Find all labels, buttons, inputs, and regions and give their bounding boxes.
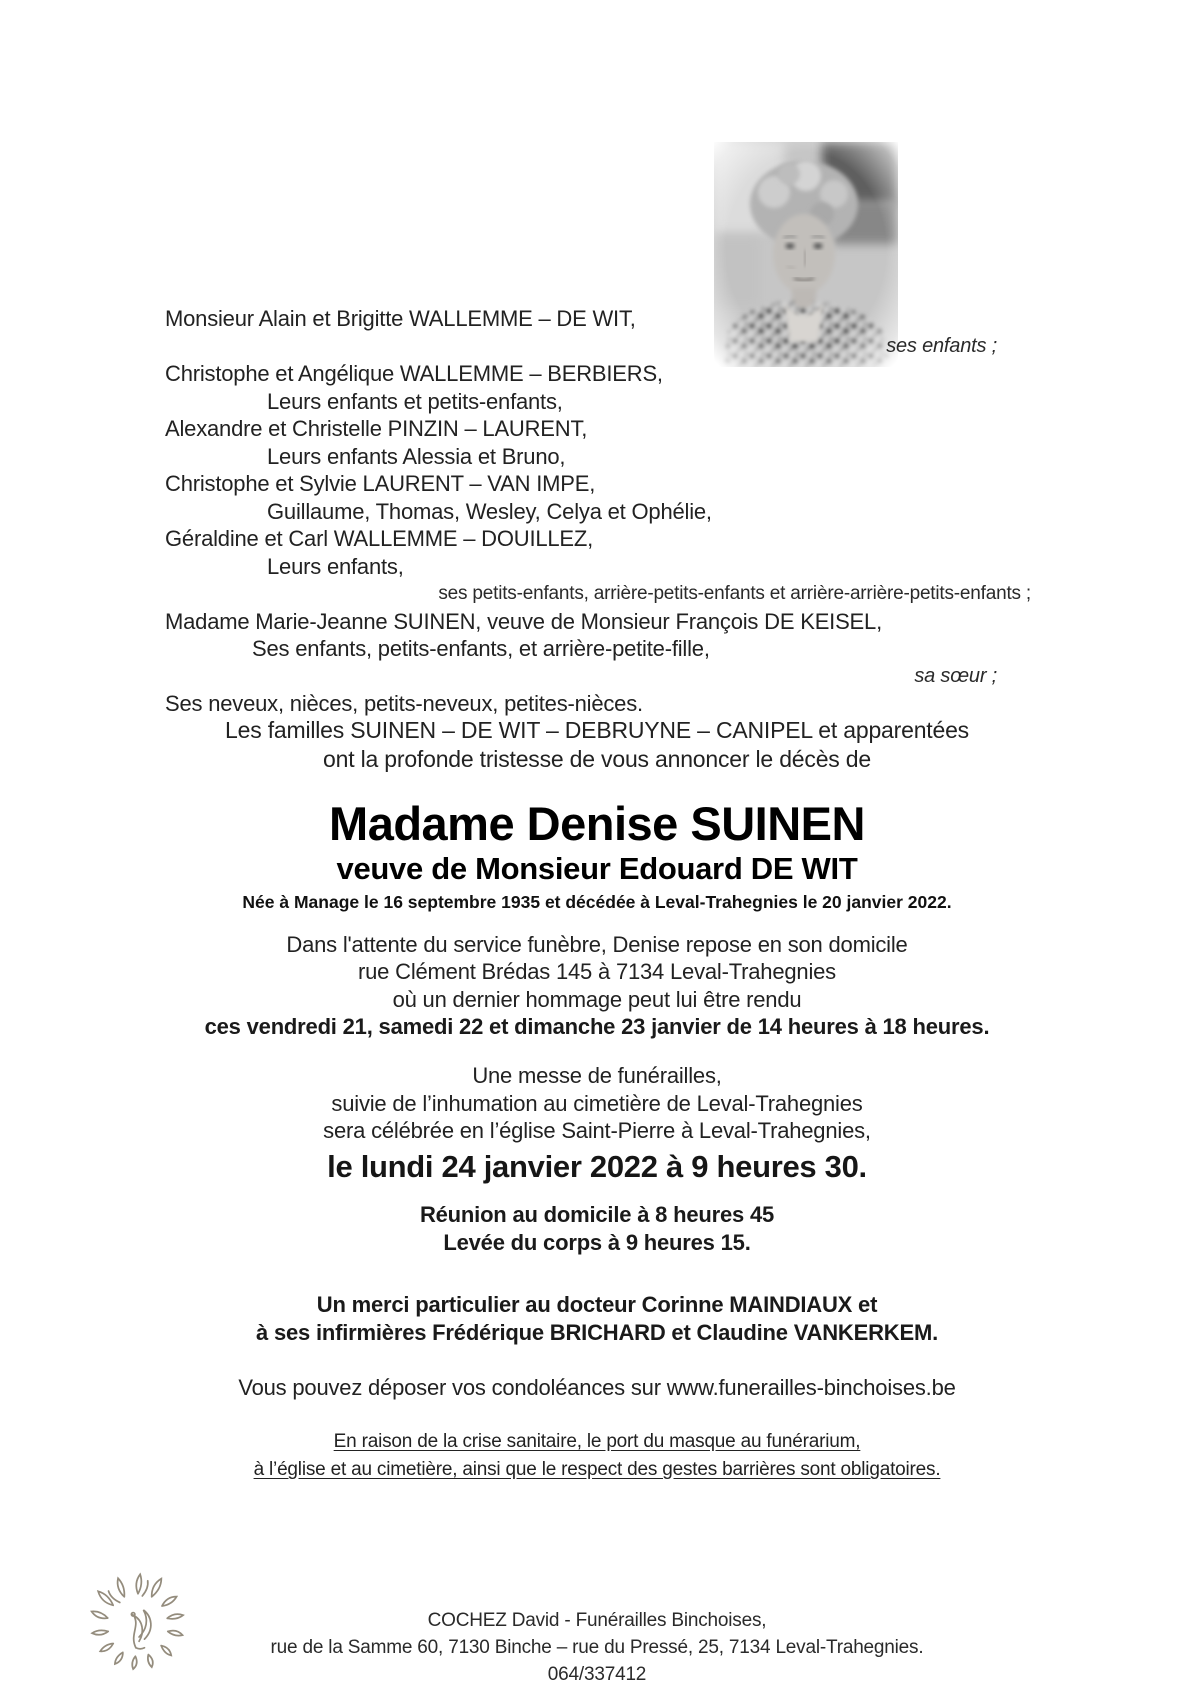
deceased-widow-line: veuve de Monsieur Edouard DE WIT <box>336 851 858 886</box>
announcement-intro <box>0 716 1194 774</box>
service-line: sera célébrée en l’église Saint-Pierre à Leval-Trahegnies, <box>323 1118 871 1143</box>
relative-line: Ses neveux, nièces, petits-neveux, petites-nièces. <box>165 691 643 716</box>
funeral-home-footer <box>0 1607 1194 1686</box>
relative-line: Leurs enfants et petits-enfants, <box>267 388 563 414</box>
service-line: suivie de l’inhumation au cimetière de Leval-Trahegnies <box>331 1090 863 1116</box>
funeral-home-address: rue de la Samme 60, 7130 Binche – rue du Pressé, 25, 7134 Leval-Trahegnies. <box>270 1637 924 1658</box>
meeting-paragraph <box>0 1201 1194 1257</box>
meeting-line: Levée du corps à 9 heures 15. <box>443 1230 751 1255</box>
relative-line: Leurs enfants, <box>267 553 404 579</box>
covid-notice-line: En raison de la crise sanitaire, le port du masque au funérarium, <box>333 1431 861 1452</box>
funeral-home-phone: 064/337412 <box>547 1664 647 1685</box>
announcement-line: ont la profonde tristesse de vous annoncer le décès de <box>323 746 871 772</box>
funeral-service-paragraph <box>0 1062 1194 1189</box>
relative-line: Guillaume, Thomas, Wesley, Celya et Ophélie, <box>267 498 712 524</box>
repose-address: rue Clément Brédas 145 à 7134 Leval-Trahegnies <box>358 959 836 985</box>
repose-paragraph <box>0 931 1194 1040</box>
relative-line: Christophe et Sylvie LAURENT – VAN IMPE, <box>165 471 596 496</box>
meeting-line: Réunion au domicile à 8 heures 45 <box>419 1202 775 1227</box>
thanks-paragraph <box>0 1291 1194 1347</box>
thanks-line: Un merci particulier au docteur Corinne MAINDIAUX et <box>316 1292 878 1317</box>
funeral-date: le lundi 24 janvier 2022 à 9 heures 30. <box>327 1148 867 1184</box>
condolences-line: Vous pouvez déposer vos condoléances sur www.funerailles-binchoises.be <box>238 1375 956 1400</box>
relation-note-grandchildren: ses petits-enfants, arrière-petits-enfants et arrière-arrière-petits-enfants ; <box>438 583 1031 604</box>
relative-line: Leurs enfants Alessia et Bruno, <box>267 443 566 469</box>
families-line: Les familles SUINEN – DE WIT – DEBRUYNE – CANIPEL et apparentées <box>225 717 969 743</box>
relative-line: Ses enfants, petits-enfants, et arrière-petite-fille, <box>252 636 710 661</box>
relative-line: Madame Marie-Jeanne SUINEN, veuve de Monsieur François DE KEISEL, <box>165 608 882 634</box>
funeral-home-name: COCHEZ David - Funérailles Binchoises, <box>427 1610 767 1631</box>
relative-line: Christophe et Angélique WALLEMME – BERBIERS, <box>165 361 663 386</box>
relative-line: Géraldine et Carl WALLEMME – DOUILLEZ, <box>165 526 594 551</box>
covid-notice <box>0 1428 1194 1484</box>
relative-line: Alexandre et Christelle PINZIN – LAURENT, <box>165 416 588 441</box>
repose-line: Dans l'attente du service funèbre, Denise repose en son domicile <box>286 932 908 957</box>
relation-note-children: ses enfants ; <box>886 334 997 357</box>
relative-line: Monsieur Alain et Brigitte WALLEMME – DE WIT, <box>165 306 636 331</box>
thanks-line: à ses infirmières Frédérique BRICHARD et Claudine VANKERKEM. <box>256 1320 938 1345</box>
birth-death-line: Née à Manage le 16 septembre 1935 et décédée à Leval-Trahegnies le 20 janvier 2022. <box>242 892 952 912</box>
repose-line: où un dernier hommage peut lui être rendu <box>392 986 802 1012</box>
deceased-name: Madame Denise SUINEN <box>329 797 865 850</box>
covid-notice-line: à l’église et au cimetière, ainsi que le respect des gestes barrières sont obligatoires. <box>253 1459 941 1480</box>
relatives-list <box>165 305 1031 718</box>
service-line: Une messe de funérailles, <box>472 1063 722 1088</box>
visitation-times: ces vendredi 21, samedi 22 et dimanche 23 janvier de 14 heures à 18 heures. <box>204 1013 990 1039</box>
relation-note-sister: sa sœur ; <box>914 664 997 687</box>
